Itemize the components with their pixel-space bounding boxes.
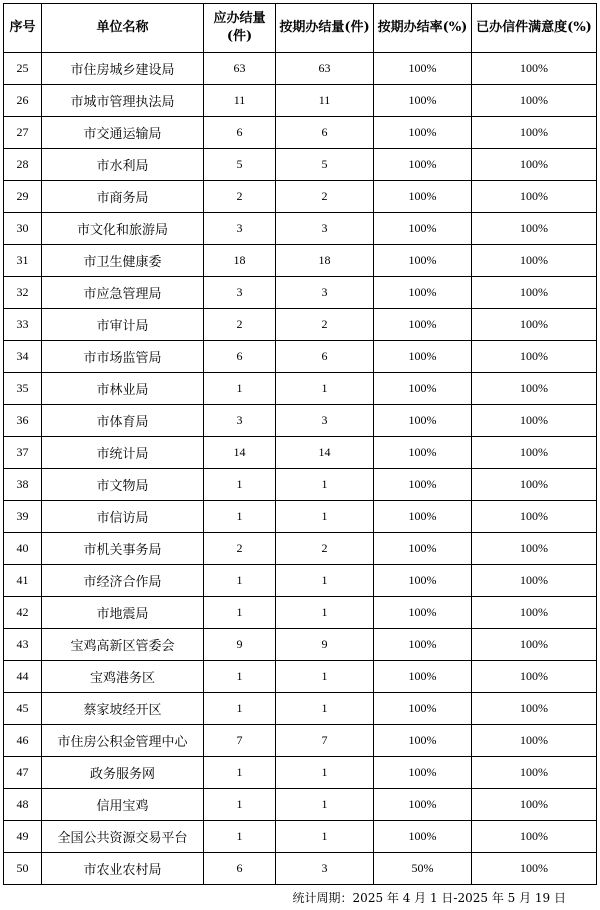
cell-should-complete: 2	[204, 309, 276, 341]
cell-seq: 30	[4, 213, 42, 245]
table-row	[4, 789, 597, 821]
table-row	[4, 661, 597, 693]
table-row	[4, 469, 597, 501]
cell-seq: 49	[4, 821, 42, 853]
cell-should-complete: 1	[204, 565, 276, 597]
cell-ontime-complete: 63	[276, 53, 374, 85]
cell-ontime-rate: 100%	[374, 213, 472, 245]
cell-unit-name: 宝鸡港务区	[42, 661, 204, 693]
cell-satisfaction: 100%	[472, 181, 597, 213]
table-row	[4, 373, 597, 405]
cell-should-complete: 6	[204, 853, 276, 885]
cell-should-complete: 1	[204, 501, 276, 533]
table-row	[4, 85, 597, 117]
header-seq: 序号	[4, 4, 42, 53]
cell-unit-name: 信用宝鸡	[42, 789, 204, 821]
cell-satisfaction: 100%	[472, 277, 597, 309]
cell-ontime-complete: 1	[276, 501, 374, 533]
table-row	[4, 533, 597, 565]
cell-satisfaction: 100%	[472, 853, 597, 885]
cell-satisfaction: 100%	[472, 469, 597, 501]
cell-should-complete: 1	[204, 373, 276, 405]
cell-seq: 44	[4, 661, 42, 693]
cell-unit-name: 市交通运输局	[42, 117, 204, 149]
cell-seq: 45	[4, 693, 42, 725]
cell-ontime-rate: 50%	[374, 853, 472, 885]
cell-unit-name: 市审计局	[42, 309, 204, 341]
cell-seq: 46	[4, 725, 42, 757]
table-row	[4, 821, 597, 853]
table-row	[4, 309, 597, 341]
cell-should-complete: 3	[204, 213, 276, 245]
header-should-complete: 应办结量(件)	[204, 4, 276, 53]
cell-unit-name: 市地震局	[42, 597, 204, 629]
header-ontime-rate: 按期办结率(%)	[374, 4, 472, 53]
cell-satisfaction: 100%	[472, 533, 597, 565]
table-row	[4, 149, 597, 181]
cell-ontime-complete: 7	[276, 725, 374, 757]
table-row	[4, 405, 597, 437]
cell-satisfaction: 100%	[472, 757, 597, 789]
cell-ontime-complete: 1	[276, 789, 374, 821]
cell-ontime-rate: 100%	[374, 117, 472, 149]
cell-should-complete: 1	[204, 597, 276, 629]
cell-unit-name: 市应急管理局	[42, 277, 204, 309]
cell-ontime-rate: 100%	[374, 789, 472, 821]
cell-satisfaction: 100%	[472, 501, 597, 533]
cell-seq: 36	[4, 405, 42, 437]
table-row	[4, 629, 597, 661]
cell-unit-name: 全国公共资源交易平台	[42, 821, 204, 853]
cell-ontime-complete: 1	[276, 821, 374, 853]
cell-unit-name: 市林业局	[42, 373, 204, 405]
table-row	[4, 117, 597, 149]
cell-ontime-complete: 18	[276, 245, 374, 277]
cell-should-complete: 14	[204, 437, 276, 469]
cell-seq: 50	[4, 853, 42, 885]
cell-satisfaction: 100%	[472, 661, 597, 693]
cell-ontime-rate: 100%	[374, 533, 472, 565]
cell-ontime-complete: 3	[276, 213, 374, 245]
cell-should-complete: 1	[204, 661, 276, 693]
cell-seq: 29	[4, 181, 42, 213]
cell-seq: 32	[4, 277, 42, 309]
cell-unit-name: 市文物局	[42, 469, 204, 501]
cell-seq: 48	[4, 789, 42, 821]
cell-should-complete: 11	[204, 85, 276, 117]
cell-unit-name: 市卫生健康委	[42, 245, 204, 277]
cell-ontime-complete: 2	[276, 533, 374, 565]
cell-seq: 37	[4, 437, 42, 469]
cell-unit-name: 市商务局	[42, 181, 204, 213]
table-row	[4, 853, 597, 885]
cell-satisfaction: 100%	[472, 149, 597, 181]
cell-seq: 27	[4, 117, 42, 149]
table-row	[4, 277, 597, 309]
cell-seq: 42	[4, 597, 42, 629]
cell-ontime-complete: 14	[276, 437, 374, 469]
cell-unit-name: 市信访局	[42, 501, 204, 533]
cell-should-complete: 1	[204, 789, 276, 821]
table-row	[4, 213, 597, 245]
cell-satisfaction: 100%	[472, 565, 597, 597]
cell-should-complete: 5	[204, 149, 276, 181]
cell-ontime-rate: 100%	[374, 437, 472, 469]
cell-ontime-rate: 100%	[374, 597, 472, 629]
table-row	[4, 757, 597, 789]
cell-unit-name: 市住房城乡建设局	[42, 53, 204, 85]
cell-should-complete: 2	[204, 533, 276, 565]
table-row	[4, 437, 597, 469]
header-satisfaction: 已办信件满意度(%)	[472, 4, 597, 53]
cell-ontime-complete: 1	[276, 661, 374, 693]
cell-ontime-complete: 11	[276, 85, 374, 117]
cell-ontime-complete: 6	[276, 341, 374, 373]
cell-ontime-rate: 100%	[374, 149, 472, 181]
cell-should-complete: 6	[204, 341, 276, 373]
table-row	[4, 245, 597, 277]
table-row	[4, 597, 597, 629]
cell-ontime-complete: 2	[276, 181, 374, 213]
cell-satisfaction: 100%	[472, 53, 597, 85]
cell-unit-name: 蔡家坡经开区	[42, 693, 204, 725]
cell-ontime-rate: 100%	[374, 245, 472, 277]
cell-satisfaction: 100%	[472, 213, 597, 245]
cell-seq: 47	[4, 757, 42, 789]
cell-unit-name: 市体育局	[42, 405, 204, 437]
cell-ontime-rate: 100%	[374, 821, 472, 853]
cell-satisfaction: 100%	[472, 341, 597, 373]
cell-ontime-complete: 1	[276, 757, 374, 789]
cell-ontime-rate: 100%	[374, 341, 472, 373]
cell-seq: 38	[4, 469, 42, 501]
cell-ontime-rate: 100%	[374, 501, 472, 533]
cell-seq: 34	[4, 341, 42, 373]
cell-should-complete: 7	[204, 725, 276, 757]
cell-seq: 33	[4, 309, 42, 341]
table-row	[4, 501, 597, 533]
cell-should-complete: 6	[204, 117, 276, 149]
cell-seq: 28	[4, 149, 42, 181]
cell-unit-name: 市文化和旅游局	[42, 213, 204, 245]
cell-satisfaction: 100%	[472, 821, 597, 853]
cell-satisfaction: 100%	[472, 597, 597, 629]
cell-unit-name: 市水利局	[42, 149, 204, 181]
cell-ontime-complete: 2	[276, 309, 374, 341]
cell-satisfaction: 100%	[472, 245, 597, 277]
cell-should-complete: 3	[204, 277, 276, 309]
cell-seq: 35	[4, 373, 42, 405]
cell-satisfaction: 100%	[472, 789, 597, 821]
cell-ontime-complete: 5	[276, 149, 374, 181]
table-header-row	[4, 4, 597, 53]
cell-seq: 43	[4, 629, 42, 661]
table-row	[4, 53, 597, 85]
cell-ontime-complete: 1	[276, 565, 374, 597]
cell-seq: 31	[4, 245, 42, 277]
cell-ontime-rate: 100%	[374, 629, 472, 661]
cell-unit-name: 市城市管理执法局	[42, 85, 204, 117]
cell-ontime-complete: 3	[276, 277, 374, 309]
cell-seq: 26	[4, 85, 42, 117]
table-row	[4, 341, 597, 373]
cell-unit-name: 市统计局	[42, 437, 204, 469]
cell-satisfaction: 100%	[472, 405, 597, 437]
cell-should-complete: 63	[204, 53, 276, 85]
cell-satisfaction: 100%	[472, 373, 597, 405]
statistics-table	[3, 3, 597, 885]
table-body	[4, 53, 597, 885]
cell-satisfaction: 100%	[472, 725, 597, 757]
cell-ontime-complete: 1	[276, 373, 374, 405]
cell-unit-name: 宝鸡高新区管委会	[42, 629, 204, 661]
cell-unit-name: 市市场监管局	[42, 341, 204, 373]
cell-satisfaction: 100%	[472, 117, 597, 149]
cell-ontime-rate: 100%	[374, 277, 472, 309]
cell-ontime-rate: 100%	[374, 405, 472, 437]
cell-should-complete: 3	[204, 405, 276, 437]
cell-ontime-rate: 100%	[374, 85, 472, 117]
table-row	[4, 181, 597, 213]
cell-ontime-complete: 6	[276, 117, 374, 149]
table-row	[4, 565, 597, 597]
cell-unit-name: 市机关事务局	[42, 533, 204, 565]
cell-satisfaction: 100%	[472, 309, 597, 341]
cell-unit-name: 市经济合作局	[42, 565, 204, 597]
table-row	[4, 725, 597, 757]
cell-seq: 25	[4, 53, 42, 85]
cell-ontime-complete: 1	[276, 693, 374, 725]
header-unit-name: 单位名称	[42, 4, 204, 53]
cell-ontime-complete: 1	[276, 469, 374, 501]
cell-should-complete: 2	[204, 181, 276, 213]
cell-seq: 41	[4, 565, 42, 597]
cell-should-complete: 1	[204, 469, 276, 501]
cell-ontime-rate: 100%	[374, 469, 472, 501]
cell-ontime-rate: 100%	[374, 725, 472, 757]
cell-satisfaction: 100%	[472, 85, 597, 117]
cell-ontime-rate: 100%	[374, 373, 472, 405]
cell-ontime-complete: 3	[276, 405, 374, 437]
cell-ontime-rate: 100%	[374, 309, 472, 341]
cell-ontime-complete: 1	[276, 597, 374, 629]
cell-satisfaction: 100%	[472, 693, 597, 725]
cell-ontime-rate: 100%	[374, 693, 472, 725]
cell-satisfaction: 100%	[472, 629, 597, 661]
cell-seq: 39	[4, 501, 42, 533]
statistics-period: 统计周期：2025 年 4 月 1 日-2025 年 5 月 19 日	[292, 891, 566, 905]
cell-should-complete: 1	[204, 821, 276, 853]
cell-should-complete: 9	[204, 629, 276, 661]
cell-ontime-rate: 100%	[374, 757, 472, 789]
table-row	[4, 693, 597, 725]
cell-should-complete: 1	[204, 757, 276, 789]
cell-unit-name: 市农业农村局	[42, 853, 204, 885]
cell-unit-name: 政务服务网	[42, 757, 204, 789]
cell-should-complete: 1	[204, 693, 276, 725]
cell-ontime-rate: 100%	[374, 565, 472, 597]
cell-ontime-complete: 3	[276, 853, 374, 885]
cell-ontime-rate: 100%	[374, 53, 472, 85]
cell-should-complete: 18	[204, 245, 276, 277]
cell-ontime-rate: 100%	[374, 661, 472, 693]
header-ontime-complete: 按期办结量(件)	[276, 4, 374, 53]
cell-ontime-rate: 100%	[374, 181, 472, 213]
cell-unit-name: 市住房公积金管理中心	[42, 725, 204, 757]
cell-seq: 40	[4, 533, 42, 565]
cell-ontime-complete: 9	[276, 629, 374, 661]
cell-satisfaction: 100%	[472, 437, 597, 469]
